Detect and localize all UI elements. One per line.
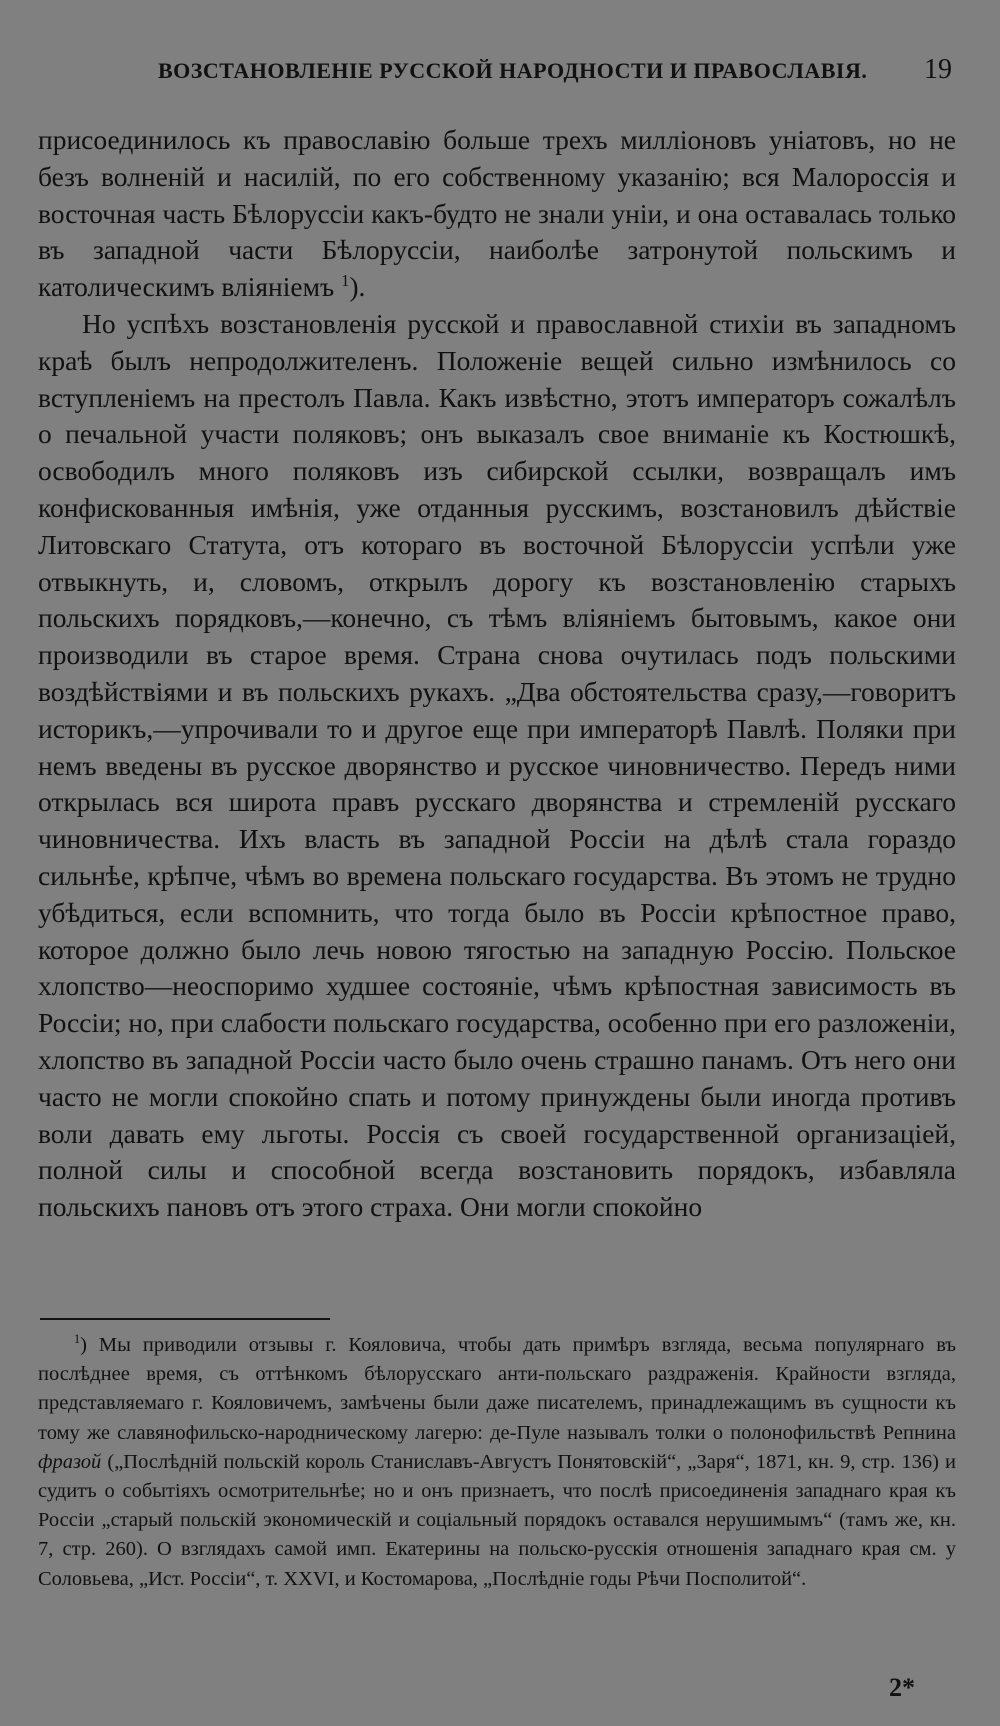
footnotes (38, 1331, 956, 1594)
page-number: 19 (924, 54, 952, 85)
footnote-1 (38, 1331, 956, 1594)
footnote-divider (40, 1318, 330, 1320)
paragraph-1 (38, 122, 956, 306)
footnote-reference: 1 (341, 271, 350, 291)
footnote-text-1: ) Мы приводили отзывы г. Кояловича, чтобы дать примѣръ взгляда, весьма популярнаго въ послѣднее время, съ оттѣнкомъ бѣлорусскаго анти-польскаго раздраженія. Крайности взгляда, представляемаго г. Кояловичемъ, замѣчены были даже писателемъ, принадлежащимъ въ сущности къ тому же славянофильско-народническому лагерю: де-Пуле называлъ толки о полонофильствѣ Репнина (38, 1334, 956, 1444)
signature-mark: 2* (889, 1673, 915, 1702)
running-title: ВОЗСТАНОВЛЕНІЕ РУССКОЙ НАРОДНОСТИ И ПРАВОСЛАВІЯ. (158, 58, 868, 83)
paragraph-1-text: присоединилось къ православію больше трехъ милліоновъ уніатовъ, но не безъ волненій и насилій, по его собственному указанію; вся Малороссія и восточная часть Бѣлоруссіи какъ-будто не знали уніи, и она оставалась только въ западной части Бѣлоруссіи, наиболѣе затронутой польскимъ и католическимъ вліяніемъ (38, 124, 956, 303)
main-text (38, 122, 956, 1226)
footnote-text-2: („Послѣдній польскій король Станиславъ-Августъ Понятовскій“, „Заря“, 1871, кн. 9, стр. 136) и судитъ о событіяхъ осмотрительнѣе; но и онъ признаетъ, что послѣ присоединенія западнаго края къ Россіи „старый польскій экономическій и соціальный порядокъ оставался нерушимымъ“ (тамъ же, кн. 7, стр. 260). О взглядахъ самой имп. Екатерины на польско-русскія отношенія западнаго края см. у Соловьева, „Ист. Россіи“, т. XXVI, и Костомарова, „Послѣдніе годы Рѣчи Посполитой“. (38, 1450, 956, 1590)
page-header (40, 50, 960, 90)
paragraph-1-end: ). (349, 271, 366, 303)
footnote-marker: 1 (74, 1332, 81, 1347)
footnote-italic: фразой (38, 1450, 102, 1473)
paragraph-2: Но успѣхъ возстановленія русской и православной стихіи въ западномъ краѣ былъ непродолжителенъ. Положеніе вещей сильно измѣнилось со вступленіемъ на престолъ Павла. Какъ извѣстно, этотъ императоръ сожалѣлъ о печальной участи поляковъ; онъ выказалъ свое вниманіе къ Костюшкѣ, освободилъ много поляковъ изъ сибирской ссылки, возвращалъ имъ конфискованныя имѣнія, уже отданныя русскимъ, возстановилъ дѣйствіе Литовскаго Статута, отъ котораго въ восточной Бѣлоруссіи успѣли уже отвыкнуть, и, словомъ, открылъ дорогу къ возстановленію старыхъ польскихъ порядковъ,—конечно, съ тѣмъ вліяніемъ бытовымъ, какое они производили въ старое время. Страна снова очутилась подъ польскими воздѣйствіями и въ польскихъ рукахъ. „Два обстоятельства сразу,—говоритъ историкъ,—упрочивали то и другое еще при императорѣ Павлѣ. Поляки при немъ введены въ русское дворянство и русское чиновничество. Передъ ними открылась вся широта правъ русскаго дворянства и стремленій русскаго чиновничества. Ихъ власть въ западной Россіи на дѣлѣ стала гораздо сильнѣе, крѣпче, чѣмъ во времена польскаго государства. Въ этомъ не трудно убѣдиться, если вспомнить, что тогда было въ Россіи крѣпостное право, которое должно было лечь новою тягостью на западную Россію. Польское хлопство—неоспоримо худшее состояніе, чѣмъ крѣпостная зависимость въ Россіи; но, при слабости польскаго государства, особенно при его разложеніи, хлопство въ западной Россіи часто было очень страшно панамъ. Отъ него они часто не могли спокойно спать и потому принуждены были иногда противъ воли давать ему льготы. Россія съ своей государственной организаціей, полной силы и способной всегда возстановить порядокъ, избавляла польскихъ пановъ отъ этого страха. Они могли спокойно (38, 307, 956, 1223)
